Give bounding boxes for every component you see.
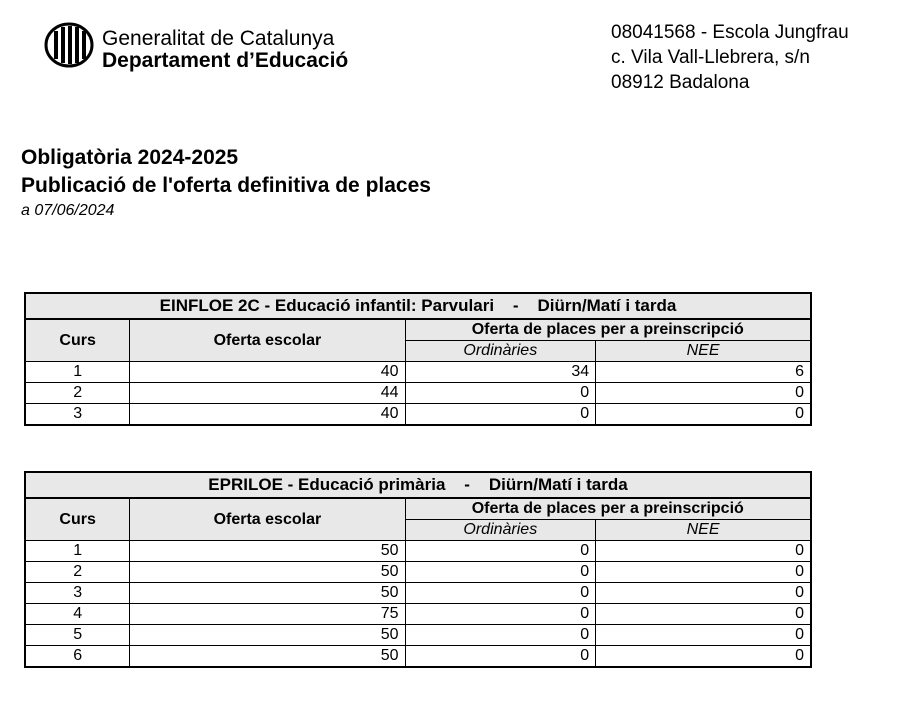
- header-nee: NEE: [596, 520, 811, 541]
- cell-nee: 6: [596, 362, 811, 383]
- header-ordinaries: Ordinàries: [405, 341, 596, 362]
- cell-ordinaries: 0: [405, 583, 596, 604]
- offer-table-infantil: [24, 292, 812, 426]
- cell-nee: 0: [596, 646, 811, 668]
- generalitat-logo-icon: [44, 22, 94, 68]
- cell-nee: 0: [596, 604, 811, 625]
- cell-ordinaries: 0: [405, 646, 596, 668]
- cell-curs: 1: [25, 362, 130, 383]
- cell-oferta: 50: [130, 562, 405, 583]
- cell-curs: 3: [25, 583, 130, 604]
- table-row: [25, 625, 811, 646]
- school-city: 08912 Badalona: [611, 72, 750, 93]
- header-nee: NEE: [596, 341, 811, 362]
- cell-nee: 0: [596, 583, 811, 604]
- cell-oferta: 50: [130, 583, 405, 604]
- offer-table-primaria: [24, 471, 812, 668]
- header-preinscripcio: Oferta de places per a preinscripció: [405, 319, 811, 341]
- cell-ordinaries: 0: [405, 404, 596, 426]
- cell-oferta: 40: [130, 404, 405, 426]
- school-address: [611, 20, 849, 95]
- table-row: [25, 583, 811, 604]
- table-row: [25, 362, 811, 383]
- cell-oferta: 50: [130, 646, 405, 668]
- table-row: [25, 404, 811, 426]
- cell-nee: 0: [596, 562, 811, 583]
- header-curs: Curs: [25, 498, 130, 541]
- cell-nee: 0: [596, 541, 811, 562]
- cell-curs: 1: [25, 541, 130, 562]
- org-line2: Departament d’Educació: [102, 49, 349, 72]
- cell-ordinaries: 0: [405, 562, 596, 583]
- header-ordinaries: Ordinàries: [405, 520, 596, 541]
- table-title: EPRILOE - Educació primària - Diürn/Matí i tarda: [25, 472, 811, 498]
- header-oferta-escolar: Oferta escolar: [130, 319, 405, 362]
- cell-curs: 6: [25, 646, 130, 668]
- cell-nee: 0: [596, 625, 811, 646]
- table-row: [25, 383, 811, 404]
- header-oferta-escolar: Oferta escolar: [130, 498, 405, 541]
- table-row: [25, 541, 811, 562]
- organization-name: [102, 28, 348, 72]
- cell-oferta: 44: [130, 383, 405, 404]
- cell-ordinaries: 0: [405, 604, 596, 625]
- table-row: [25, 646, 811, 668]
- cell-oferta: 75: [130, 604, 405, 625]
- cell-nee: 0: [596, 383, 811, 404]
- cell-oferta: 50: [130, 541, 405, 562]
- cell-curs: 4: [25, 604, 130, 625]
- header-curs: Curs: [25, 319, 130, 362]
- cell-oferta: 50: [130, 625, 405, 646]
- table-row: [25, 604, 811, 625]
- org-line1: Generalitat de Catalunya: [102, 27, 335, 50]
- publication-date: a 07/06/2024: [21, 202, 115, 219]
- cell-curs: 3: [25, 404, 130, 426]
- school-street: c. Vila Vall-Llebrera, s/n: [611, 47, 810, 68]
- cell-ordinaries: 34: [405, 362, 596, 383]
- table-title: EINFLOE 2C - Educació infantil: Parvulari - Diürn/Matí i tarda: [25, 293, 811, 319]
- page-title: Obligatòria 2024-2025: [21, 146, 239, 169]
- cell-ordinaries: 0: [405, 625, 596, 646]
- cell-curs: 2: [25, 562, 130, 583]
- page-subtitle: Publicació de l'oferta definitiva de places: [21, 174, 431, 197]
- document-titles: [21, 144, 431, 222]
- cell-ordinaries: 0: [405, 383, 596, 404]
- cell-oferta: 40: [130, 362, 405, 383]
- header-preinscripcio: Oferta de places per a preinscripció: [405, 498, 811, 520]
- table-row: [25, 562, 811, 583]
- school-name: 08041568 - Escola Jungfrau: [611, 22, 849, 43]
- cell-ordinaries: 0: [405, 541, 596, 562]
- cell-curs: 5: [25, 625, 130, 646]
- cell-nee: 0: [596, 404, 811, 426]
- cell-curs: 2: [25, 383, 130, 404]
